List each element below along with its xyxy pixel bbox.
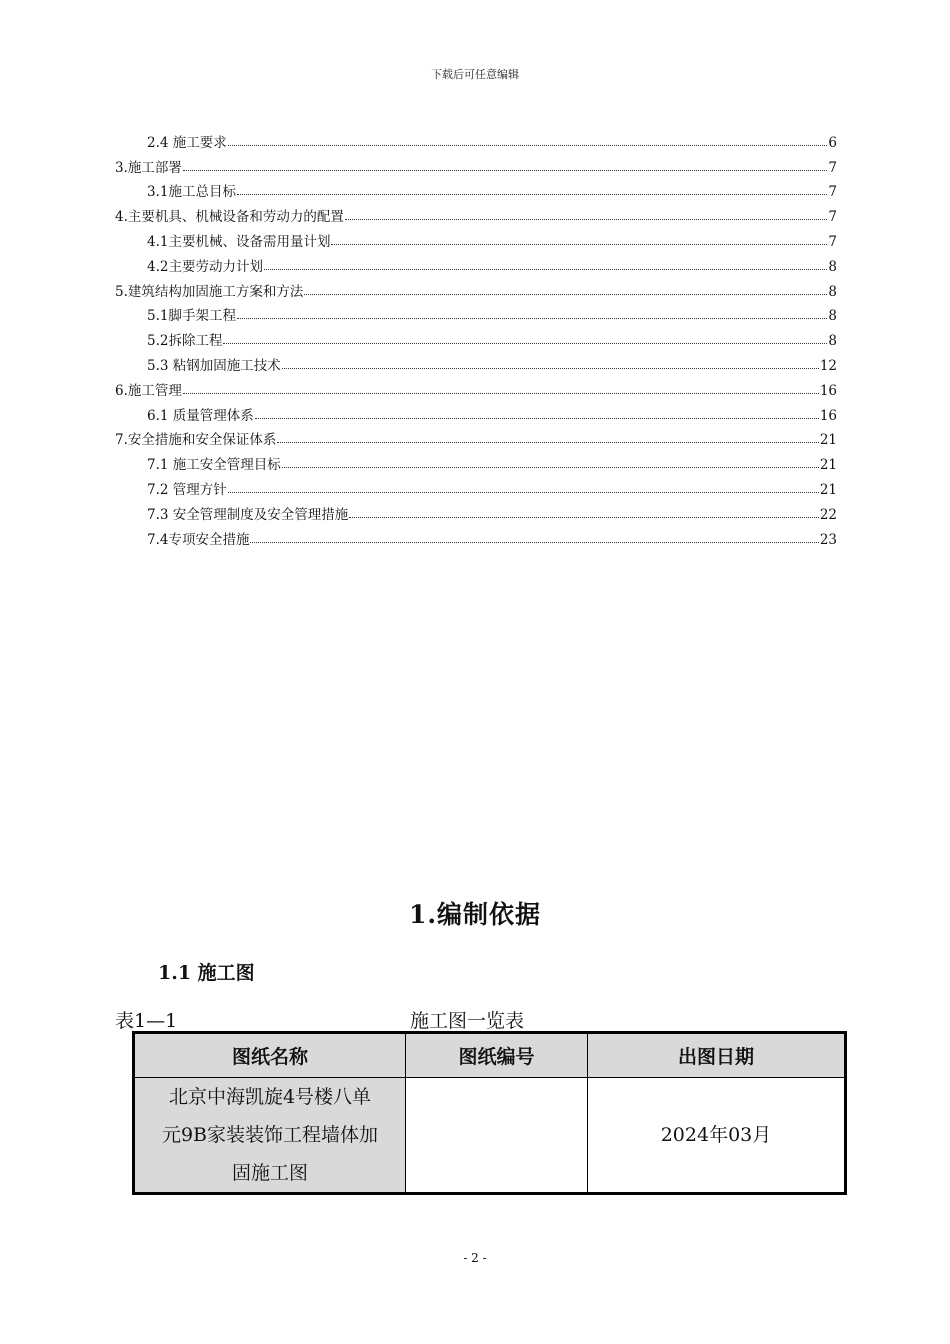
toc-entry-page: 8 [828, 333, 837, 350]
toc-entry[interactable] [115, 473, 837, 498]
toc-entry[interactable] [115, 225, 837, 250]
toc-leader-dots [183, 170, 828, 171]
toc-entry-page: 16 [819, 407, 837, 424]
toc-entry-label: 5.建筑结构加固施工方案和方法 [115, 283, 304, 300]
column-header-date: 出图日期 [587, 1033, 845, 1078]
toc-entry-page: 21 [819, 457, 837, 474]
toc-entry[interactable] [115, 151, 837, 176]
drawing-number-cell [406, 1078, 588, 1194]
toc-entry[interactable] [115, 399, 837, 424]
toc-entry-page: 23 [819, 531, 837, 548]
toc-entry-page: 8 [828, 283, 837, 300]
toc-entry[interactable] [115, 200, 837, 225]
toc-entry-page: 6 [828, 134, 837, 151]
toc-entry-label: 7.1 施工安全管理目标 [147, 457, 281, 474]
drawing-name-line: 固施工图 [231, 1162, 308, 1184]
toc-entry-page: 7 [828, 233, 837, 250]
table-header-row [134, 1033, 846, 1078]
toc-leader-dots [255, 418, 819, 419]
toc-entry[interactable] [115, 275, 837, 300]
toc-entry-page: 21 [819, 432, 837, 449]
toc-leader-dots [228, 492, 819, 493]
toc-leader-dots [264, 269, 827, 270]
toc-entry-label: 5.1脚手架工程 [147, 308, 236, 325]
toc-entry-label: 5.2拆除工程 [147, 333, 223, 350]
toc-leader-dots [223, 343, 827, 344]
toc-leader-dots [277, 442, 818, 443]
table-of-contents [115, 126, 837, 548]
toc-leader-dots [331, 244, 827, 245]
drawing-name-line: 元9B家装装饰工程墙体加 [161, 1124, 379, 1146]
table-row [134, 1078, 846, 1194]
toc-leader-dots [282, 467, 819, 468]
toc-entry-page: 7 [828, 184, 837, 201]
section-title: 1.编制依据 [408, 900, 542, 929]
toc-entry-page: 7 [828, 209, 837, 226]
toc-entry-page: 22 [819, 506, 837, 523]
toc-entry-page: 7 [828, 159, 837, 176]
toc-entry[interactable] [115, 424, 837, 449]
toc-entry[interactable] [115, 126, 837, 151]
drawing-date-cell: 2024年03月 [587, 1078, 845, 1194]
page-header: 下载后可任意编辑 [431, 68, 519, 81]
toc-entry-page: 21 [819, 481, 837, 498]
toc-entry-label: 5.3 粘钢加固施工技术 [147, 357, 281, 374]
toc-entry[interactable] [115, 176, 837, 201]
toc-entry[interactable] [115, 324, 837, 349]
toc-entry-label: 3.施工部署 [115, 159, 182, 176]
toc-entry-page: 8 [828, 308, 837, 325]
toc-entry[interactable] [115, 498, 837, 523]
toc-entry-label: 4.2主要劳动力计划 [147, 258, 263, 275]
toc-entry-label: 7.3 安全管理制度及安全管理措施 [147, 506, 349, 523]
table-caption: 施工图一览表 [410, 1010, 525, 1032]
toc-entry-page: 12 [819, 357, 837, 374]
drawing-name-line: 北京中海凯旋4号楼八单 [168, 1086, 372, 1108]
toc-leader-dots [183, 393, 819, 394]
page-number: - 2 - [463, 1251, 487, 1265]
toc-leader-dots [237, 194, 827, 195]
toc-leader-dots [250, 542, 818, 543]
drawings-table [132, 1031, 847, 1195]
toc-leader-dots [282, 368, 819, 369]
toc-entry[interactable] [115, 448, 837, 473]
toc-entry-label: 6.施工管理 [115, 382, 182, 399]
toc-leader-dots [304, 294, 827, 295]
toc-leader-dots [349, 517, 819, 518]
toc-entry[interactable] [115, 523, 837, 548]
toc-entry-page: 8 [828, 258, 837, 275]
toc-entry-page: 16 [819, 382, 837, 399]
toc-entry-label: 3.1施工总目标 [147, 184, 236, 201]
toc-entry-label: 2.4 施工要求 [147, 134, 227, 151]
toc-entry[interactable] [115, 300, 837, 325]
toc-entry-label: 7.2 管理方针 [147, 481, 227, 498]
toc-leader-dots [345, 219, 828, 220]
toc-entry[interactable] [115, 250, 837, 275]
toc-entry[interactable] [115, 374, 837, 399]
toc-leader-dots [237, 318, 827, 319]
drawing-name-cell [134, 1078, 406, 1194]
column-header-number: 图纸编号 [406, 1033, 588, 1078]
toc-entry-label: 4.主要机具、机械设备和劳动力的配置 [115, 209, 344, 226]
toc-leader-dots [228, 145, 828, 146]
toc-entry-label: 7.安全措施和安全保证体系 [115, 432, 277, 449]
column-header-name: 图纸名称 [134, 1033, 406, 1078]
toc-entry-label: 4.1主要机械、设备需用量计划 [147, 233, 331, 250]
subsection-title: 1.1 施工图 [158, 962, 255, 984]
toc-entry[interactable] [115, 349, 837, 374]
toc-entry-label: 6.1 质量管理体系 [147, 407, 254, 424]
table-number: 表1—1 [115, 1010, 178, 1032]
toc-entry-label: 7.4专项安全措施 [147, 531, 250, 548]
